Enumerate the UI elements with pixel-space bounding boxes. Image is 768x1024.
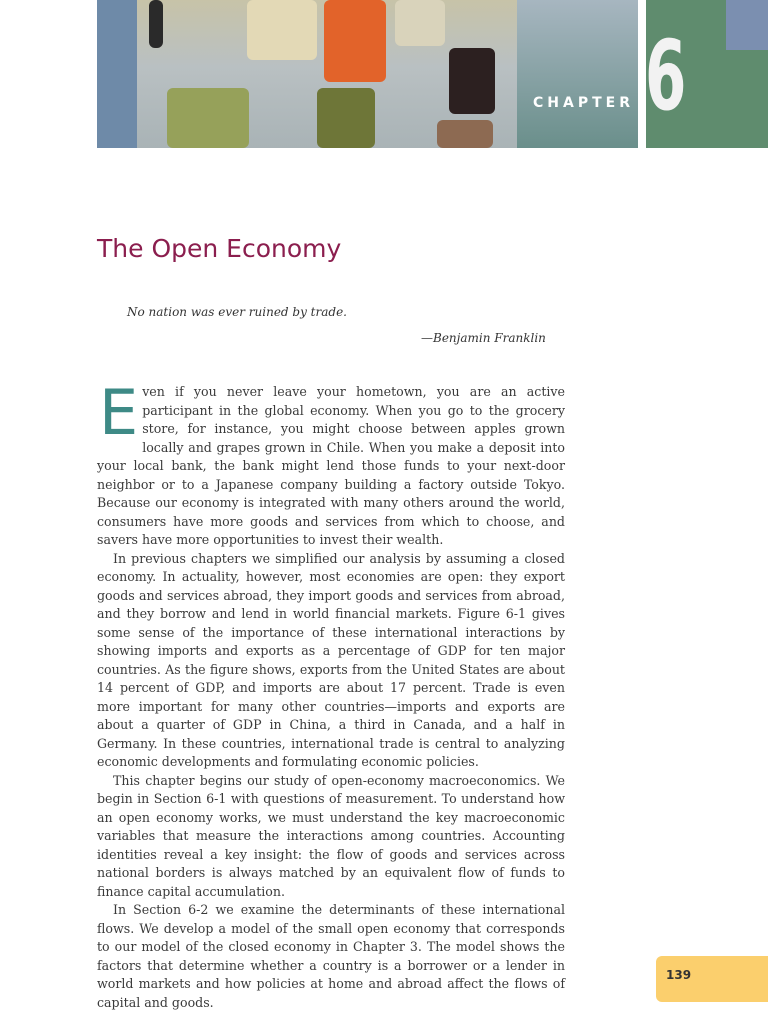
page-number: 139 [666, 968, 692, 982]
paragraph: In previous chapters we simplified our analysis by assuming a closed economy. In actuality, however, most economies are open: they export goods and services abroad, they import goods and services from abroad, and they borrow and lend in world financial markets. Figure 6-1 gives some sense of the importance of these international interactions by showing imports and exports as a percentage of GDP for ten major countries. As the figure shows, exports from the United States are about 14 percent of GDP, and imports are about 17 percent. Trade is even more important for many other countries—imports and exports are about a quarter of GDP in China, a third in Canada, and a half in Germany. In these countries, international trade is central to analyzing economic developments and formulating economic policies. [97, 550, 565, 769]
art-blob [324, 0, 386, 82]
art-blob [449, 48, 495, 114]
paragraph [97, 376, 565, 550]
art-blob [317, 88, 375, 148]
drop-cap: E [99, 376, 139, 449]
art-blob [97, 0, 137, 148]
paragraph: In Section 6-2 we examine the determinants of these international flows. We develop a model of the small open economy that corresponds to our model of the closed economy in Chapter 3. The model shows the factors that determine whether a country is a borrower or a lender in world markets and how policies at home and abroad affect the flows of capital and goods. [97, 902, 565, 1010]
chapter-label: CHAPTER [533, 95, 634, 111]
art-blob [167, 88, 249, 148]
paragraph-text: ven if you never leave your hometown, you are an active participant in the global economy. When you go to the grocery store, for instance, you might choose between apples grown locally and grapes grown in Chile. When you make a deposit into your local bank, the bank might lend those funds to your next-door neighbor or to a Japanese company building a factory outside Tokyo. Because our economy is integrated with many others around the world, consumers have more goods and services from which to choose, and savers have more opportunities to invest their wealth. [97, 384, 565, 547]
art-blob [437, 120, 493, 148]
art-blob [395, 0, 445, 46]
art-blob [726, 0, 768, 50]
chapter-header-artwork [97, 0, 638, 148]
art-blob [517, 0, 638, 148]
epigraph-attribution: —Benjamin Franklin [421, 331, 546, 345]
chapter-number: 6 [645, 20, 687, 132]
paragraph: This chapter begins our study of open-economy macroeconomics. We begin in Section 6-1 with questions of measurement. To understand how an open economy works, we must understand the key macroeconomic variables that measure the interactions among countries. Accounting identities reveal a key insight: the flow of goods and services across national borders is always matched by an equivalent flow of funds to finance capital accumulation. [97, 772, 565, 899]
page-number-tab [656, 956, 768, 1002]
chapter-body [97, 376, 565, 1012]
art-blob [247, 0, 317, 60]
chapter-title: The Open Economy [97, 234, 342, 263]
art-blob [149, 0, 163, 48]
epigraph-quote: No nation was ever ruined by trade. [127, 305, 347, 319]
